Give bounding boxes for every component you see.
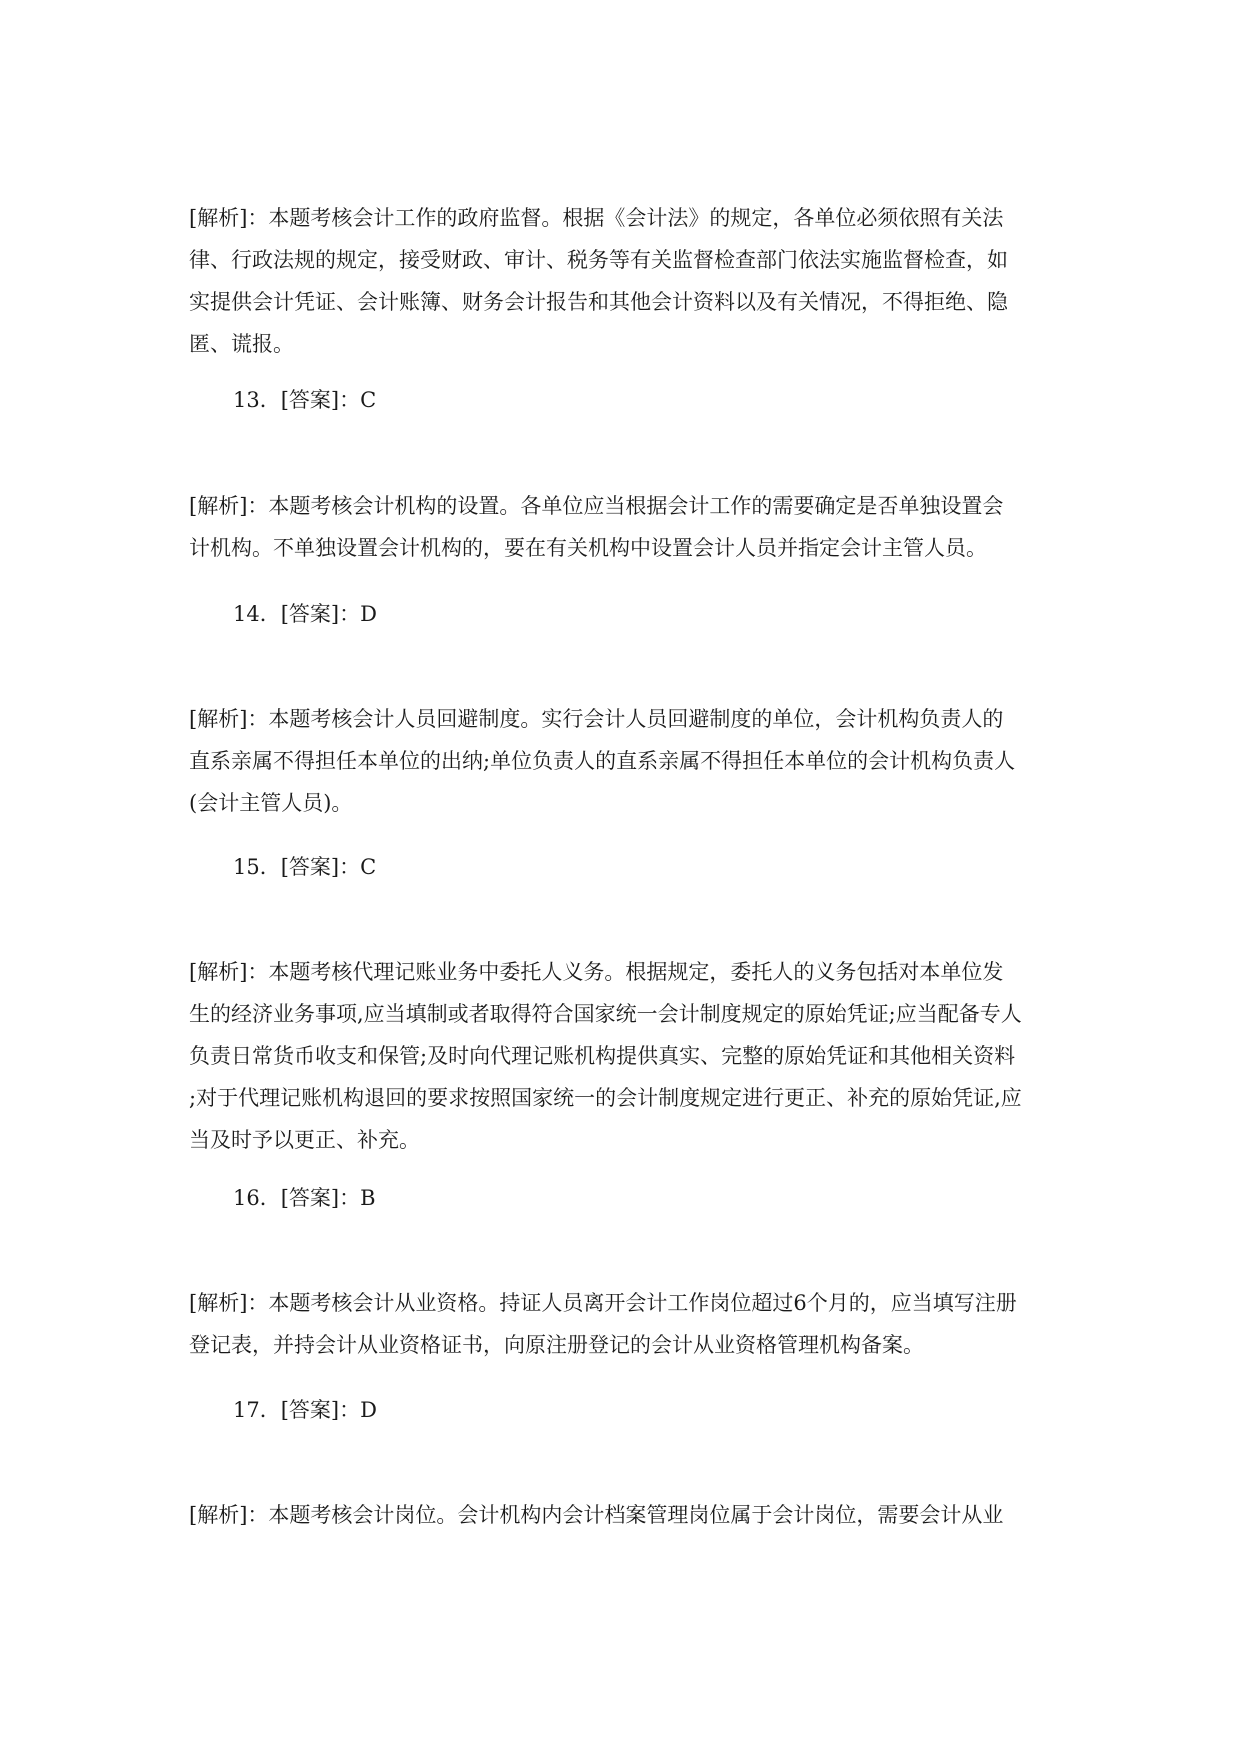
explanation-line: 生的经济业务事项,应当填制或者取得符合国家统一会计制度规定的原始凭证;应当配备专人 (189, 1002, 1022, 1026)
answer-line: 17．[答案]：D (233, 1398, 377, 1422)
explanation-line: 登记表，并持会计从业资格证书，向原注册登记的会计从业资格管理机构备案。 (189, 1333, 924, 1357)
answer-line: 13．[答案]：C (233, 388, 377, 412)
explanation-line: 匿、谎报。 (189, 332, 294, 356)
explanation-line: [解析]：本题考核会计从业资格。持证人员离开会计工作岗位超过6个月的，应当填写注册 (189, 1291, 1017, 1315)
explanation-line: [解析]：本题考核会计工作的政府监督。根据《会计法》的规定，各单位必须依照有关法 (189, 206, 1004, 230)
explanation-line: [解析]：本题考核会计人员回避制度。实行会计人员回避制度的单位，会计机构负责人的 (189, 707, 1004, 731)
explanation-line: (会计主管人员)。 (189, 791, 353, 815)
explanation-line: [解析]：本题考核会计机构的设置。各单位应当根据会计工作的需要确定是否单独设置会 (189, 494, 1004, 518)
explanation-line: 负责日常货币收支和保管;及时向代理记账机构提供真实、完整的原始凭证和其他相关资料 (189, 1044, 1016, 1068)
explanation-line: [解析]：本题考核会计岗位。会计机构内会计档案管理岗位属于会计岗位，需要会计从业 (189, 1503, 1004, 1527)
explanation-line: [解析]：本题考核代理记账业务中委托人义务。根据规定，委托人的义务包括对本单位发 (189, 960, 1004, 984)
explanation-line: 律、行政法规的规定，接受财政、审计、税务等有关监督检查部门依法实施监督检查，如 (189, 248, 1008, 272)
explanation-paragraph (189, 698, 1069, 824)
answer-line: 14．[答案]：D (233, 602, 377, 626)
explanation-line: 直系亲属不得担任本单位的出纳;单位负责人的直系亲属不得担任本单位的会计机构负责人 (189, 749, 1016, 773)
explanation-paragraph (189, 197, 1069, 365)
explanation-line: 当及时予以更正、补充。 (189, 1128, 420, 1152)
explanation-line: 实提供会计凭证、会计账簿、财务会计报告和其他会计资料以及有关情况，不得拒绝、隐 (189, 290, 1008, 314)
explanation-paragraph (189, 485, 1069, 569)
explanation-paragraph (189, 951, 1069, 1161)
answer-line: 16．[答案]：B (233, 1186, 376, 1210)
explanation-paragraph (189, 1282, 1069, 1366)
answer-line: 15．[答案]：C (233, 855, 377, 879)
explanation-line: ;对于代理记账机构退回的要求按照国家统一的会计制度规定进行更正、补充的原始凭证,应 (189, 1086, 1022, 1110)
explanation-line: 计机构。不单独设置会计机构的，要在有关机构中设置会计人员并指定会计主管人员。 (189, 536, 987, 560)
explanation-paragraph (189, 1494, 1069, 1536)
